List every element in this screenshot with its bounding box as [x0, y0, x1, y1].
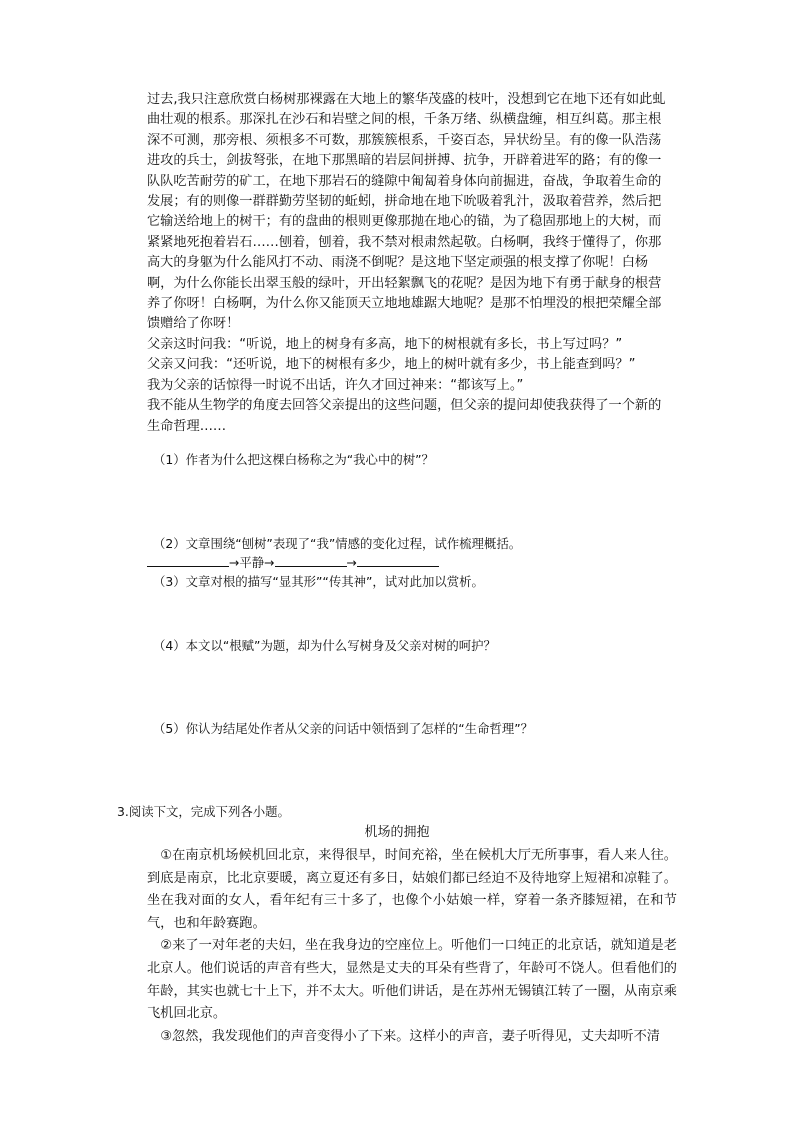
passage-paragraph: 父亲这时问我：“听说，地上的树身有多高，地下的树根就有多长，书上写过吗？” [147, 336, 623, 352]
reading-passage [147, 90, 667, 437]
passage-paragraph: 我不能从生物学的角度去回答父亲提出的这些问题，但父亲的提问却使我获得了一个新的生命哲理…… [147, 398, 662, 434]
question-3: （3）文章对根的描写“显其形”“传其神”，试对此加以赏析。 [153, 574, 484, 589]
question-5: （5）你认为结尾处作者从父亲的问话中领悟到了怎样的“生命哲理”？ [153, 721, 534, 736]
passage-paragraph: 过去,我只注意欣赏白杨树那裸露在大地上的繁华茂盛的枝叶，没想到它在地下还有如此虬曲壮观的根系。那深扎在沙石和岩壁之间的根，千条万绪、纵横盘缠，相互纠葛。那主根深不可测，那旁根、须根多不可数，那簇簇根系，千姿百态，异状纷呈。有的像一队浩荡进攻的兵士，剑拔弩张，在地下那黑暗的岩层间拼搏、抗争，开辟着进军的路；有的像一队队吃苦耐劳的矿工，在地下那岩石的缝隙中匍匐着身体向前掘进，奋战，争取着生命的发展；有的则像一群群勤劳坚韧的蚯蚓，拼命地在地下吮吸着乳汁，汲取着营养，然后把它输送给地上的树干；有的盘曲的根则更像那抛在地心的锚，为了稳固那地上的大树，而紧紧地死抱着岩石……刨着，刨着，我不禁对根肃然起敬。白杨啊，我终于懂得了，你那高大的身躯为什么能风打不动、雨浇不倒呢？是这地下坚定顽强的根支撑了你呢！白杨啊，为什么你能长出翠玉般的绿叶，开出轻絮飘飞的花呢？是因为地下有勇于献身的根营养了你呀！白杨啊，为什么你又能顶天立地地雄踞大地呢？是那不怕埋没的根把荣耀全部馈赠给了你呀！ [147, 92, 666, 332]
answer-blank[interactable] [357, 554, 439, 567]
article-paragraph: ①在南京机场候机回北京，来得很早，时间充裕，坐在候机大厅无所事事，看人来人往。到底是南京，比北京要暖，离立夏还有多日，姑娘们都已经迫不及待地穿上短裙和凉鞋了。坐在我对面的女人，看年纪有三十多了，也像个小姑娘一样，穿着一条齐膝短裙，在和节气，也和年龄赛跑。 [147, 848, 677, 931]
question-2: （2）文章围绕“刨树”表现了“我”情感的变化过程，试作梳理概括。 [153, 536, 522, 551]
article-title: 机场的拥抱 [364, 825, 430, 840]
arrow-calm-text: →平静→ [229, 555, 275, 570]
article-paragraph: ②来了一对年老的夫妇，坐在我身边的空座位上。听他们一口纯正的北京话，就知道是老北京人。他们说话的声音有些大，显然是丈夫的耳朵有些背了，年龄可不饶人。但看他们的年龄，其实也就七十上下，并不太大。听他们讲话，是在苏州无锡镇江转了一圈，从南京乘飞机回北京。 [147, 938, 677, 1022]
answer-blank[interactable] [147, 554, 229, 567]
passage-paragraph: 父亲又问我：“还听说，地下的树根有多少，地上的树叶就有多少，书上能查到吗？” [147, 357, 636, 373]
fill-in-blanks [147, 554, 439, 572]
article-paragraph: ③忽然，我发现他们的声音变得小了下来。这样小的声音，妻子听得见，丈夫却听不清 [160, 1028, 660, 1044]
passage-paragraph: 我为父亲的话惊得一时说不出话，许久才回过神来：“都该写上。” [147, 377, 524, 393]
article-body [147, 845, 677, 1048]
question-1: （1）作者为什么把这棵白杨称之为“我心中的树”？ [153, 452, 434, 467]
section-3-heading: 3.阅读下文，完成下列各小题。 [117, 804, 290, 819]
answer-blank[interactable] [275, 554, 347, 567]
arrow-text: → [346, 555, 357, 570]
question-4: （4）本文以“根赋”为题，却为什么写树身及父亲对树的呵护？ [153, 638, 496, 653]
